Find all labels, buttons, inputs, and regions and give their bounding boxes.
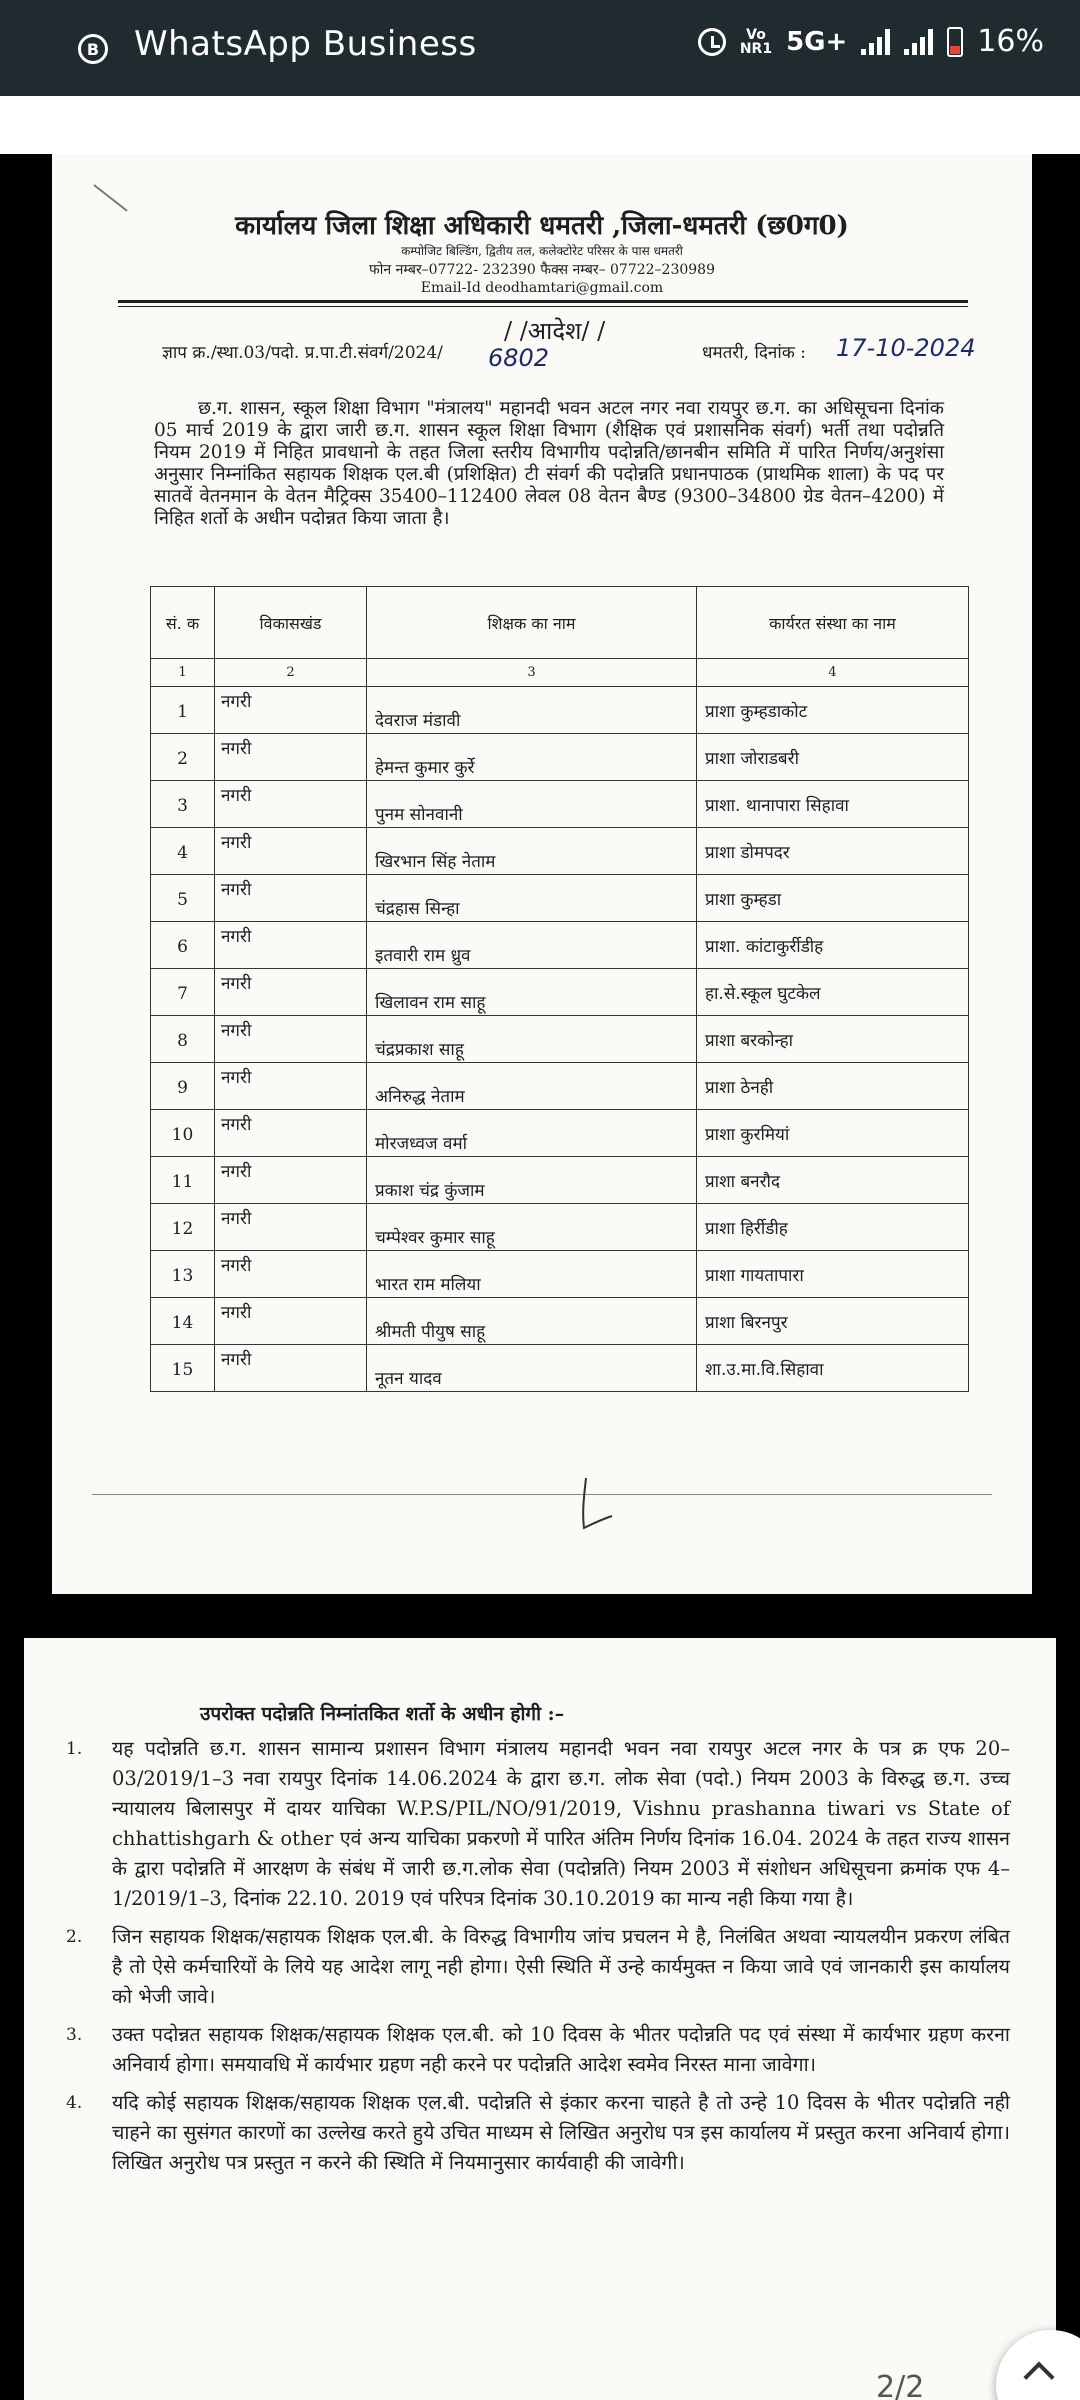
condition-item — [66, 1922, 1010, 2012]
condition-item — [66, 1734, 1010, 1914]
row-block: नगरी — [215, 781, 367, 828]
table-row — [151, 922, 969, 969]
row-teacher-name: भारत राम मलिया — [367, 1251, 697, 1298]
signature-mark — [566, 1476, 614, 1542]
row-serial: 5 — [151, 875, 215, 922]
conditions-list — [66, 1734, 1010, 2186]
alarm-icon — [698, 28, 726, 56]
row-teacher-name: खिलावन राम साहू — [367, 969, 697, 1016]
table-row — [151, 781, 969, 828]
row-block: नगरी — [215, 1157, 367, 1204]
row-serial: 7 — [151, 969, 215, 1016]
row-serial: 6 — [151, 922, 215, 969]
row-institution: प्राशा गायतापारा — [697, 1251, 969, 1298]
office-address: कम्पोजिट बिल्डिंग, द्वितीय तल, कलेक्टोरेट परिसर के पास धमतरी — [401, 244, 683, 258]
row-serial: 8 — [151, 1016, 215, 1063]
table-row — [151, 1157, 969, 1204]
table-row — [151, 734, 969, 781]
reference-label: ज्ञाप क्र./स्था.03/पदो. प्र.पा.टी.संवर्ग/2024/ — [162, 343, 443, 363]
conditions-title: उपरोक्त पदोन्नति निम्नांतकित शर्तो के अधीन होगी :– — [200, 1703, 565, 1725]
volte-indicator: Vo NR1 — [739, 26, 773, 57]
date-label: धमतरी, दिनांक : — [702, 343, 806, 363]
row-serial: 13 — [151, 1251, 215, 1298]
table-row — [151, 1063, 969, 1110]
row-block: नगरी — [215, 922, 367, 969]
condition-text: यदि कोई सहायक शिक्षक/सहायक शिक्षक एल.बी. पदोन्नति से इंकार करना चाहते है तो उन्हे 10 दिवस के भीतर पदोन्नति नही चाहने का सुसंगत कारणों का उल्लेख करते हुये उचित माध्यम से लिखित अनुरोध पत्र इस कार्यालय में प्रस्तुत करना अनिवार्य होगा। लिखित अनुरोध पत्र प्रस्तुत न करने की स्थिति में नियमानुसार कार्यवाही की जावेगी। — [112, 2091, 1010, 2174]
condition-number: 1. — [66, 1739, 83, 1759]
row-block: नगरी — [215, 1251, 367, 1298]
row-block: नगरी — [215, 1063, 367, 1110]
row-teacher-name: इतवारी राम ध्रुव — [367, 922, 697, 969]
row-serial: 10 — [151, 1110, 215, 1157]
row-serial: 11 — [151, 1157, 215, 1204]
status-bar — [0, 0, 1080, 96]
promotion-table — [150, 586, 969, 1392]
row-serial: 15 — [151, 1345, 215, 1392]
order-body: छ.ग. शासन, स्कूल शिक्षा विभाग "मंत्रालय" महानदी भवन अटल नगर नवा रायपुर छ.ग. का अधिसूचना दिनांक 05 मार्च 2019 के द्वारा जारी छ.ग. शासन स्कूल शिक्षा विभाग (शैक्षिक एवं प्रशासनिक संवर्ग) भर्ती तथा पदोन्नति नियम 2019 में निहित प्रावधानो के तहत जिला स्तरीय विभागीय पदोन्नति/छानबीन समिति में पारित निर्णय/अनुशंसा अनुसार निम्नांकित सहायक शिक्षक एल.बी (प्रशिक्षित) टी संवर्ग की पदोन्नति प्रधानपाठक (प्राथमिक शाला) के पद पर सातवें वेतनमान के वेतन मैट्रिक्स 35400–112400 लेवल 08 वेतन बैण्ड (9300–34800 ग्रेड वेतन–4200) में निहित शर्तो के अधीन पदोन्नत किया जाता है। — [154, 398, 944, 529]
row-teacher-name: देवराज मंडावी — [367, 687, 697, 734]
row-serial: 3 — [151, 781, 215, 828]
row-institution: प्राशा जोराडबरी — [697, 734, 969, 781]
viewer-top-area — [0, 96, 1080, 154]
row-institution: प्राशा बरकोन्हा — [697, 1016, 969, 1063]
page-bottom-line — [92, 1494, 992, 1495]
row-serial: 12 — [151, 1204, 215, 1251]
header-block: विकासखंड — [215, 587, 367, 659]
row-teacher-name: श्रीमती पीयुष साहू — [367, 1298, 697, 1345]
condition-text: उक्त पदोन्नत सहायक शिक्षक/सहायक शिक्षक एल.बी. को 10 दिवस के भीतर पदोन्नति पद एवं संस्था में कार्यभार ग्रहण करना अनिवार्य होगा। समयावधि में कार्यभार ग्रहण नही करने पर पदोन्नति आदेश स्वमेव निरस्त माना जावेगा। — [112, 2023, 1010, 2076]
condition-number: 4. — [66, 2093, 83, 2113]
office-title: कार्यालय जिला शिक्षा अधिकारी धमतरी ,जिला-धमतरी (छ0ग0) — [235, 211, 849, 241]
table-row — [151, 1204, 969, 1251]
network-type: 5G+ — [786, 26, 848, 57]
row-block: नगरी — [215, 1110, 367, 1157]
row-institution: प्राशा हिर्रीडीह — [697, 1204, 969, 1251]
battery-icon — [947, 27, 963, 57]
row-block: नगरी — [215, 1345, 367, 1392]
row-block: नगरी — [215, 828, 367, 875]
whatsapp-business-icon: B — [78, 34, 108, 64]
row-block: नगरी — [215, 1204, 367, 1251]
row-institution: शा.उ.मा.वि.सिहावा — [697, 1345, 969, 1392]
table-row — [151, 1251, 969, 1298]
header-institution: कार्यरत संस्था का नाम — [697, 587, 969, 659]
column-number-row: 1 2 3 4 — [151, 659, 969, 687]
header-divider — [118, 300, 968, 303]
row-teacher-name: नूतन यादव — [367, 1345, 697, 1392]
office-phone: फोन नम्बर–07722- 232390 फैक्स नम्बर– 07722–230989 — [368, 262, 715, 278]
signal-icon — [861, 29, 890, 55]
row-teacher-name: चंद्रहास सिन्हा — [367, 875, 697, 922]
row-institution: प्राशा. कांटाकुर्रीडीह — [697, 922, 969, 969]
row-teacher-name: चंद्रप्रकाश साहू — [367, 1016, 697, 1063]
table-row — [151, 1110, 969, 1157]
table-row — [151, 969, 969, 1016]
row-block: नगरी — [215, 687, 367, 734]
row-block: नगरी — [215, 734, 367, 781]
row-institution: प्राशा बनरौद — [697, 1157, 969, 1204]
row-serial: 9 — [151, 1063, 215, 1110]
row-institution: प्राशा कुम्हडा — [697, 875, 969, 922]
condition-number: 2. — [66, 1927, 83, 1947]
header-teacher-name: शिक्षक का नाम — [367, 587, 697, 659]
table-row — [151, 1298, 969, 1345]
row-teacher-name: पुनम सोनवानी — [367, 781, 697, 828]
row-institution: प्राशा बिरनपुर — [697, 1298, 969, 1345]
row-institution: प्राशा. थानापारा सिहावा — [697, 781, 969, 828]
row-teacher-name: चम्पेश्वर कुमार साहू — [367, 1204, 697, 1251]
condition-text: यह पदोन्नति छ.ग. शासन सामान्य प्रशासन विभाग मंत्रालय महानदी भवन नवा रायपुर अटल नगर के पत्र क्र एफ 20–03/2019/1–3 नवा रायपुर दिनांक 14.06.2024 के द्वारा छ.ग. लोक सेवा (पदो.) नियम 2003 के विरुद्ध छ.ग. उच्च न्यायालय बिलासपुर में दायर याचिका W.P.S/PIL/NO/91/2019, Vishnu prashanna tiwari vs State of chhattishgarh & other एवं अन्य याचिका प्रकरणो में पारित अंतिम निर्णय दिनांक 16.04. 2024 के तहत राज्य शासन के द्वारा पदोन्नति में आरक्षण के संबंध में जारी छ.ग.लोक सेवा (पदोन्नति) नियम 2003 में संशोधन अधिसूचना क्रमांक एफ 4–1/2019/1–3, दिनांक 22.10. 2019 एवं परिपत्र दिनांक 30.10.2019 का मान्य नही किया गया है। — [112, 1737, 1010, 1910]
row-serial: 14 — [151, 1298, 215, 1345]
row-serial: 4 — [151, 828, 215, 875]
table-row — [151, 1016, 969, 1063]
document-page-1[interactable] — [52, 154, 1032, 1594]
row-teacher-name: मोरजध्वज वर्मा — [367, 1110, 697, 1157]
row-block: नगरी — [215, 875, 367, 922]
row-teacher-name: प्रकाश चंद्र कुंजाम — [367, 1157, 697, 1204]
battery-percent: 16% — [977, 24, 1044, 59]
order-title: / /आदेश/ / — [504, 317, 606, 345]
row-teacher-name: अनिरुद्ध नेताम — [367, 1063, 697, 1110]
table-row — [151, 875, 969, 922]
table-row — [151, 1345, 969, 1392]
table-row — [151, 687, 969, 734]
row-serial: 2 — [151, 734, 215, 781]
signal-icon-sim2 — [904, 29, 933, 55]
document-page-2[interactable] — [24, 1638, 1056, 2400]
header-divider-thin — [118, 306, 968, 307]
condition-item — [66, 2020, 1010, 2080]
row-block: नगरी — [215, 969, 367, 1016]
header-serial: सं. क — [151, 587, 215, 659]
order-date: 17-10-2024 — [836, 334, 976, 362]
row-institution: प्राशा डोमपदर — [697, 828, 969, 875]
row-block: नगरी — [215, 1016, 367, 1063]
condition-text: जिन सहायक शिक्षक/सहायक शिक्षक एल.बी. के विरुद्ध विभागीय जांच प्रचलन मे है, निलंबित अथवा न्यायलयीन प्रकरण लंबित है तो ऐसे कर्मचारियों के लिये यह आदेश लागू नही होगा। ऐसी स्थिति में उन्हे कार्यमुक्त न किया जावे एवं जानकारी इस कार्यालय को भेजी जावे। — [112, 1925, 1010, 2008]
row-teacher-name: हेमन्त कुमार कुर्रे — [367, 734, 697, 781]
office-email: Email-Id deodhamtari@gmail.com — [420, 280, 664, 296]
row-institution: हा.से.स्कूल घुटकेल — [697, 969, 969, 1016]
condition-item — [66, 2088, 1010, 2178]
condition-number: 3. — [66, 2025, 83, 2045]
row-institution: प्राशा ठेनही — [697, 1063, 969, 1110]
reference-number: 6802 — [488, 344, 550, 372]
system-icons — [698, 24, 1044, 59]
page-indicator: 2/2 — [876, 2370, 925, 2400]
row-institution: प्राशा कुरमियां — [697, 1110, 969, 1157]
row-serial: 1 — [151, 687, 215, 734]
row-teacher-name: खिरभान सिंह नेताम — [367, 828, 697, 875]
row-institution: प्राशा कुम्हडाकोट — [697, 687, 969, 734]
table-row — [151, 828, 969, 875]
notification-app-name: WhatsApp Business — [134, 24, 477, 64]
row-block: नगरी — [215, 1298, 367, 1345]
table-header-row — [151, 587, 969, 659]
